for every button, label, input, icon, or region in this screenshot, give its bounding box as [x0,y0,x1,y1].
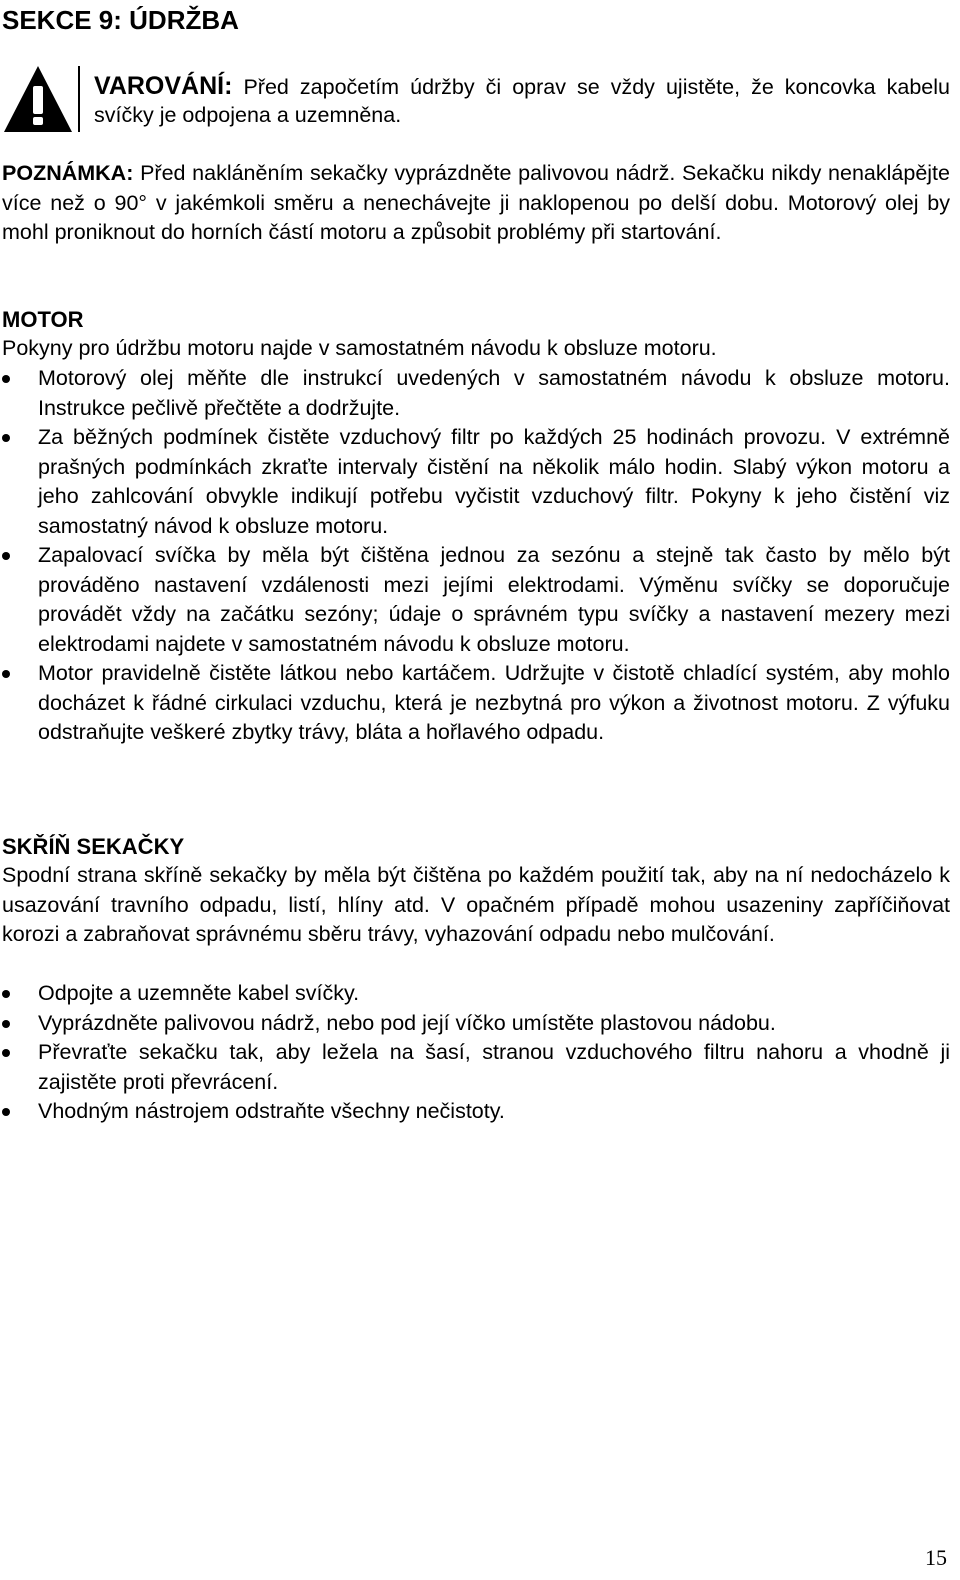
list-item-text: Za běžných podmínek čistěte vzduchový filtr po každých 25 hodinách provozu. V extrémně prašných podmínkách zkraťte intervaly čistění na několik málo hodin. Slabý výkon motoru a jeho zahlcování obvykle indikují potřebu vyčistit vzduchový filtr. Pokyny k jeho čistění viz samostatný návod k obsluze motoru. [38,425,950,538]
mower-deck-list [0,979,950,1127]
bullet-icon [2,375,10,383]
list-item [0,423,950,541]
bullet-icon [2,1020,10,1028]
list-item [0,659,950,748]
note-paragraph [2,159,950,248]
list-item [0,1038,950,1097]
mower-deck-intro: Spodní strana skříně sekačky by měla být čištěna po každém použití tak, aby na ní nedocházelo k usazování travního odpadu, listí, hlíny atd. V opačném případě mohou usazeniny zapříčiňovat korozi a zabraňovat správnému sběru trávy, vyhazování odpadu nebo mulčování. [2,863,950,946]
list-item-text: Zapalovací svíčka by měla být čištěna jednou za sezónu a stejně tak často by mělo být prováděno nastavení vzdálenosti mezi jejími elektrodami. Výměnu svíčky se doporučuje provádět vždy na začátku sezóny; údaje o správném typu svíčky a nastavení mezery mezi elektrodami najdete v samostatném návodu k obsluze motoru. [38,543,950,656]
warning-box [2,62,950,134]
bullet-icon [2,1108,10,1116]
list-item [0,1009,950,1039]
bullet-icon [2,670,10,678]
list-item-text: Převraťte sekačku tak, aby ležela na šasí, stranou vzduchového filtru nahoru a vhodně ji zajistěte proti převrácení. [38,1040,950,1094]
section-title: SEKCE 9: ÚDRŽBA [2,5,239,35]
bullet-icon [2,552,10,560]
note-label: POZNÁMKA: [2,161,134,185]
warning-text [94,72,950,129]
bullet-icon [2,434,10,442]
warning-label: VAROVÁNÍ: [94,72,233,100]
warning-body: Před započetím údržby či oprav se vždy ujistěte, že koncovka kabelu svíčky je odpojena a uzemněna. [94,75,950,127]
bullet-icon [2,990,10,998]
list-item-text: Vhodným nástrojem odstraňte všechny nečistoty. [38,1099,505,1123]
page-number: 15 [925,1545,947,1570]
motor-intro: Pokyny pro údržbu motoru najde v samostatném návodu k obsluze motoru. [2,336,717,360]
list-item [0,541,950,659]
list-item [0,364,950,423]
bullet-icon [2,1049,10,1057]
list-item-text: Vyprázdněte palivovou nádrž, nebo pod její víčko umístěte plastovou nádobu. [38,1010,776,1035]
motor-list [0,364,950,748]
note-body: Před nakláněním sekačky vyprázdněte palivovou nádrž. Sekačku nikdy nenaklápějte více než o 90° v jakémkoli směru a nenechávejte ji naklopenou po delší dobu. Motorový olej by mohl proniknout do horních částí motoru a způsobit problémy při startování. [2,161,950,244]
list-item [0,979,950,1009]
motor-heading: MOTOR [2,307,84,332]
warning-triangle-icon [2,64,74,134]
warning-divider [78,66,80,132]
list-item-text: Motor pravidelně čistěte látkou nebo kartáčem. Udržujte v čistotě chladící systém, aby mohlo docházet k řádné cirkulaci vzduchu, která je nezbytná pro výkon a životnost motoru. Z výfuku odstraňujte veškeré zbytky trávy, bláta a hořlavého odpadu. [38,661,950,744]
list-item-text: Motorový olej měňte dle instrukcí uvedených v samostatném návodu k obsluze motoru. Instrukce pečlivě přečtěte a dodržujte. [38,366,950,420]
mower-deck-heading: SKŘÍŇ SEKAČKY [2,834,185,859]
list-item-text: Odpojte a uzemněte kabel svíčky. [38,981,360,1005]
list-item [0,1097,950,1127]
